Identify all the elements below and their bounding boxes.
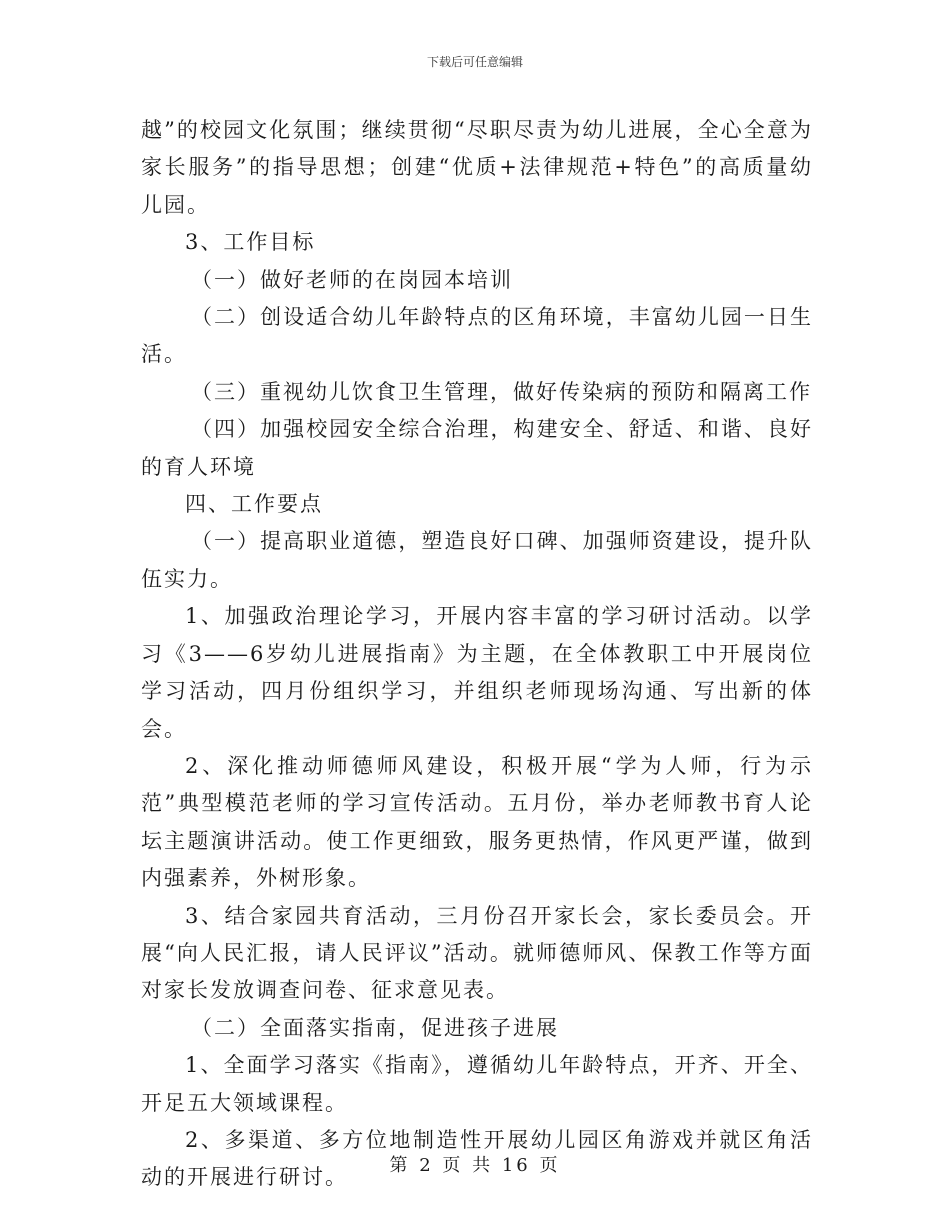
paragraph: 3、工作目标	[185, 230, 316, 255]
page-number: 第 2 页 共 16 页	[389, 1155, 561, 1176]
section-heading: 四、工作要点	[185, 492, 323, 517]
paragraph: （一）做好老师的在岗园本培训	[191, 267, 513, 292]
paragraph: 1、加强政治理论学习，开展内容丰富的学习研讨活动。以学习《3——6岁幼儿进展指南》为主题，在全体教职工中开展岗位学习活动，四月份组织学习，并组织老师现场沟通、写出新的体会。	[141, 604, 813, 741]
paragraph: （四）加强校园安全综合治理，构建安全、舒适、和谐、良好的育人环境	[141, 417, 813, 479]
paragraph: 3、结合家园共育活动，三月份召开家长会，家长委员会。开展“向人民汇报，请人民评议”活动。就师德师风、保教工作等方面对家长发放调查问卷、征求意见表。	[141, 903, 813, 1003]
paragraph: （二）创设适合幼儿年龄特点的区角环境，丰富幼儿园一日生活。	[141, 305, 813, 367]
subsection-heading: （二）全面落实指南，促进孩子进展	[191, 1015, 559, 1040]
paragraph: 2、深化推动师德师风建设，积极开展“学为人师，行为示范”典型模范老师的学习宣传活动。五月份，举办老师教书育人论坛主题演讲活动。使工作更细致，服务更热情，作风更严谨，做到内强素养，外树形象。	[141, 753, 813, 891]
paragraph: （一）提高职业道德，塑造良好口碑、加强师资建设，提升队伍实力。	[141, 529, 813, 591]
document-body	[141, 112, 813, 1197]
header-note: 下载后可任意编辑	[426, 55, 523, 69]
paragraph: 越”的校园文化氛围；继续贯彻“尽职尽责为幼儿进展，全心全意为家长服务”的指导思想；创建“优质+法律规范+特色”的高质量幼儿园。	[141, 118, 813, 217]
paragraph: （三）重视幼儿饮食卫生管理，做好传染病的预防和隔离工作	[191, 379, 812, 404]
paragraph: 2、多渠道、多方位地制造性开展幼儿园区角游戏并就区角活动的开展进行研讨。	[141, 1127, 813, 1190]
paragraph: 1、全面学习落实《指南》，遵循幼儿年龄特点，开齐、开全、开足五大领域课程。	[141, 1053, 813, 1115]
